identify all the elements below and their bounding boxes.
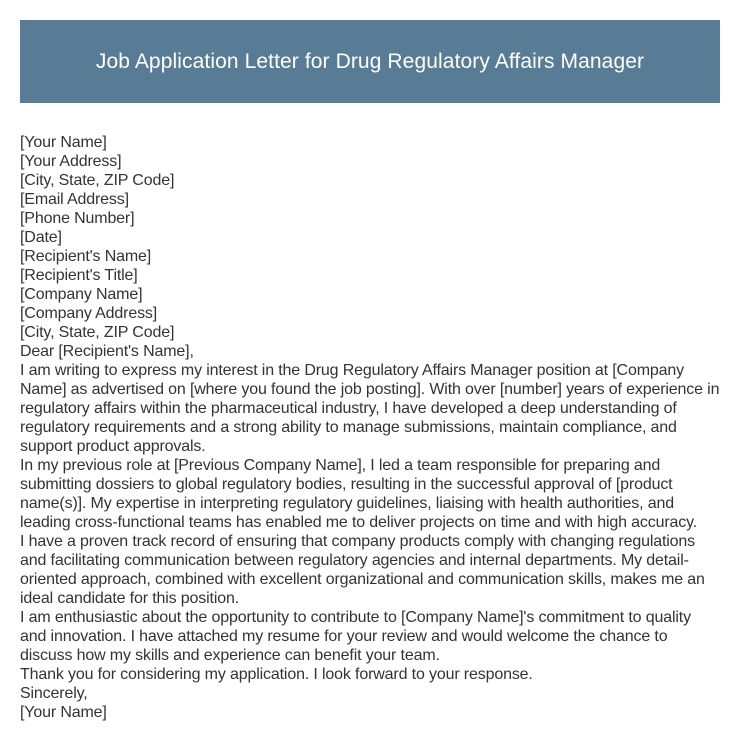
closing: Sincerely,: [20, 685, 88, 702]
sender-phone: [Phone Number]: [20, 210, 135, 227]
page-title: Job Application Letter for Drug Regulatory Affairs Manager: [95, 49, 645, 73]
sender-email: [Email Address]: [20, 191, 129, 208]
paragraph-enthusiasm: I am enthusiastic about the opportunity to contribute to [Company Name]'s commitment to quality and innovation. I have attached my resume for your review and would welcome the chance to discuss how my skills and experience can benefit your team.: [20, 609, 691, 664]
letter-body: [20, 133, 720, 722]
sender-address: [Your Address]: [20, 153, 122, 170]
recipient-city-state-zip: [City, State, ZIP Code]: [20, 324, 175, 341]
paragraph-thanks: Thank you for considering my application. I look forward to your response.: [20, 666, 533, 683]
sender-city-state-zip: [City, State, ZIP Code]: [20, 172, 175, 189]
salutation: Dear [Recipient's Name],: [20, 343, 194, 360]
paragraph-intro: I am writing to express my interest in the Drug Regulatory Affairs Manager position at [Company Name] as advertised on [where you found the job posting]. With over [number] years of experience in regulatory affairs within the pharmaceutical industry, I have developed a deep understanding of regulatory requirements and a strong ability to manage submissions, maintain compliance, and support product approvals.: [20, 362, 720, 455]
title-banner: [20, 20, 720, 103]
letter-date: [Date]: [20, 229, 62, 246]
recipient-company-address: [Company Address]: [20, 305, 158, 322]
sender-name: [Your Name]: [20, 134, 107, 151]
sender-block: [20, 133, 720, 228]
recipient-name: [Recipient's Name]: [20, 248, 152, 265]
paragraph-experience: In my previous role at [Previous Company Name], I led a team responsible for preparing and submitting dossiers to global regulatory bodies, resulting in the successful approval of [product name(s)]. My expertise in interpreting regulatory guidelines, liaising with health authorities, and leading cross-functional teams has enabled me to deliver projects on time and with high accuracy.: [20, 457, 698, 531]
paragraph-track-record: I have a proven track record of ensuring that company products comply with changing regulations and facilitating communication between regulatory agencies and internal departments. My detail-oriented approach, combined with excellent organizational and communication skills, makes me an ideal candidate for this position.: [20, 533, 705, 607]
recipient-company: [Company Name]: [20, 286, 143, 303]
signature: [Your Name]: [20, 704, 107, 721]
recipient-title: [Recipient's Title]: [20, 267, 138, 284]
recipient-block: [20, 247, 720, 342]
